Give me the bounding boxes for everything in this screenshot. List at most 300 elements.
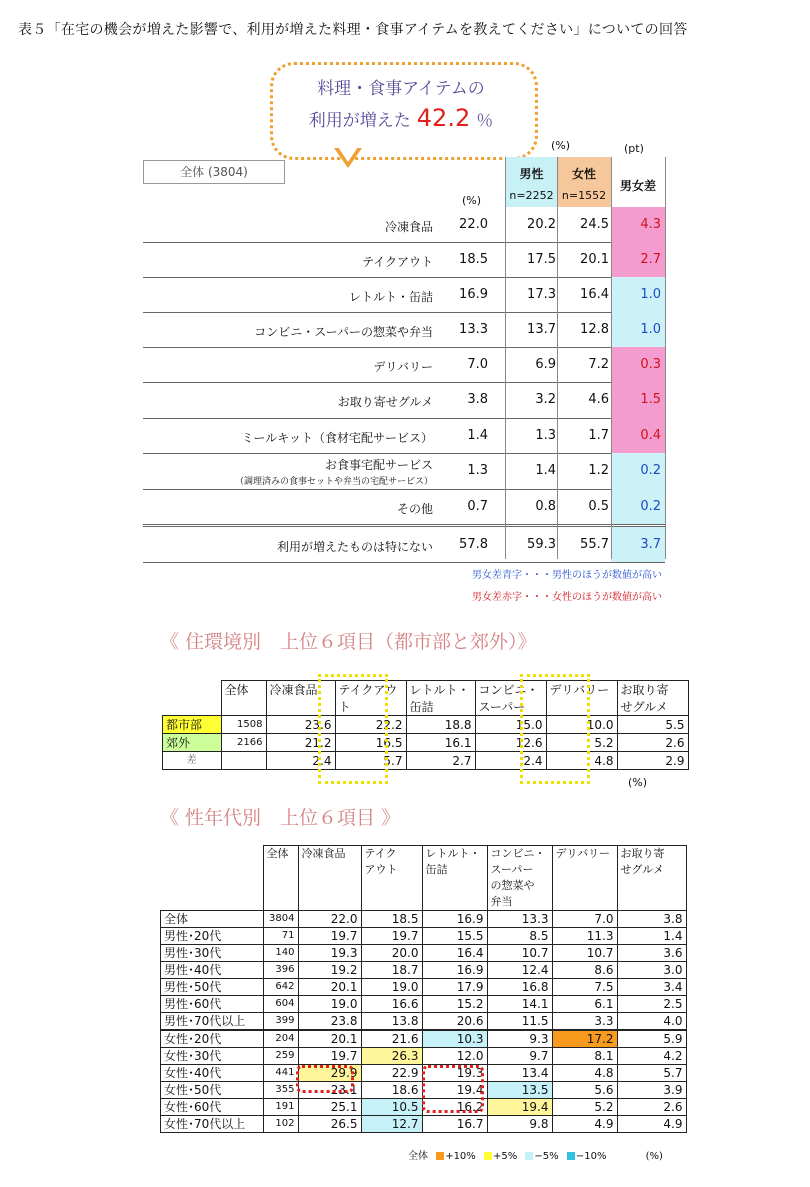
unit-percent: (%)	[551, 139, 571, 152]
value-cell: 17.9	[422, 979, 487, 996]
value-cell: 17.2	[552, 1030, 617, 1048]
value-cell: 3.6	[617, 945, 686, 962]
table1-row	[143, 242, 665, 278]
value-cell: 18.5	[361, 911, 422, 928]
value-cell: 19.4	[487, 1099, 552, 1116]
value-cell: 18.6	[361, 1082, 422, 1099]
value-cell: 19.7	[298, 928, 361, 945]
cell-diff	[611, 382, 665, 418]
value-cell: 9.8	[487, 1116, 552, 1133]
value-cell: 12.7	[361, 1116, 422, 1133]
diff-value: 0.4	[640, 427, 661, 443]
column-header: デリバリー	[546, 681, 617, 699]
value-cell: 6.1	[552, 996, 617, 1013]
value-cell: 19.4	[422, 1082, 487, 1099]
cell-all: 0.7	[467, 498, 488, 514]
highlight-takeout	[318, 674, 388, 784]
column-header-line2: ト	[335, 698, 406, 716]
diff-label: 男女差	[619, 179, 656, 193]
value-cell: 18.7	[361, 962, 422, 979]
value-cell: 10.7	[552, 945, 617, 962]
male-n: n=2252	[509, 189, 554, 202]
value-cell: 19.0	[298, 996, 361, 1013]
value-cell: 14.1	[487, 996, 552, 1013]
legend-lightblue-swatch	[525, 1152, 533, 1160]
sample-size: 355	[263, 1082, 298, 1099]
cell-diff	[611, 489, 665, 524]
sample-size: 441	[263, 1065, 298, 1082]
value-cell: 22.9	[361, 1065, 422, 1082]
column-header: テイク	[361, 846, 422, 863]
value-cell: 2.4	[266, 752, 335, 770]
sample-size: 140	[263, 945, 298, 962]
callout-text: 利用が増えた	[308, 111, 411, 131]
cell-male: 3.2	[535, 392, 556, 407]
column-header	[552, 894, 617, 911]
value-cell: 10.7	[487, 945, 552, 962]
row-label: レトルト・缶詰	[348, 289, 433, 304]
cell-all: 16.9	[459, 286, 488, 302]
value-cell: 5.2	[552, 1099, 617, 1116]
table-row	[161, 962, 687, 979]
value-cell: 5.6	[552, 1082, 617, 1099]
row-label: 郊外	[163, 734, 222, 752]
column-header	[298, 862, 361, 878]
column-header: の惣菜や	[487, 878, 552, 894]
table1-divider	[557, 157, 558, 559]
cell-female: 0.5	[588, 498, 609, 514]
row-label: デリバリー	[373, 359, 433, 374]
cell-all: 3.8	[467, 392, 488, 407]
value-cell: 11.3	[552, 928, 617, 945]
value-cell: 15.2	[422, 996, 487, 1013]
table2-header2	[163, 698, 689, 716]
table1-row	[143, 347, 665, 383]
cell-female: 1.2	[588, 463, 609, 478]
value-cell: 1.4	[617, 928, 686, 945]
row-label: 女性･50代	[161, 1082, 264, 1099]
male-label: 男性	[519, 167, 544, 181]
sample-size: 102	[263, 1116, 298, 1133]
row-label: 男性･30代	[161, 945, 264, 962]
column-header: テイクアウ	[335, 681, 406, 699]
value-cell: 12.6	[475, 734, 546, 752]
value-cell: 16.4	[422, 945, 487, 962]
value-cell: 13.3	[487, 911, 552, 928]
value-cell: 10.0	[546, 716, 617, 734]
table1-row	[143, 453, 665, 490]
sample-size: 604	[263, 996, 298, 1013]
table1-row	[143, 418, 665, 454]
value-cell: 13.8	[361, 1013, 422, 1031]
table1-row	[143, 524, 665, 563]
value-cell: 8.5	[487, 928, 552, 945]
value-cell: 12.4	[487, 962, 552, 979]
table3-header	[161, 846, 687, 863]
cell-all: 22.0	[459, 216, 488, 232]
table1-row	[143, 277, 665, 313]
table2-unit: (%)	[628, 776, 648, 789]
table-row	[161, 1013, 687, 1031]
column-header: せグルメ	[617, 862, 686, 878]
cell-male: 17.3	[527, 286, 556, 302]
sample-size	[221, 752, 266, 770]
table1-row	[143, 312, 665, 348]
callout-tail-inner	[338, 147, 358, 162]
column-header	[263, 878, 298, 894]
callout-line1: 料理・食事アイテムの	[317, 79, 485, 99]
value-cell: 15.5	[422, 928, 487, 945]
sample-size: 2166	[221, 734, 266, 752]
cell-female: 55.7	[580, 536, 609, 552]
value-cell: 22.2	[335, 716, 406, 734]
value-cell: 4.8	[546, 752, 617, 770]
value-cell: 9.3	[487, 1030, 552, 1048]
cell-female: 16.4	[580, 286, 609, 302]
cell-male: 20.2	[527, 216, 556, 232]
value-cell: 20.6	[422, 1013, 487, 1031]
value-cell: 16.5	[335, 734, 406, 752]
diff-value: 1.0	[640, 321, 661, 337]
column-header	[263, 862, 298, 878]
cell-male: 59.3	[527, 536, 556, 552]
cell-diff	[611, 453, 665, 489]
cell-all: 18.5	[459, 251, 488, 267]
note-red: 男女差赤字・・・女性のほうが数値が高い	[472, 592, 662, 603]
cell-male: 6.9	[535, 356, 556, 372]
column-header	[552, 862, 617, 878]
value-cell: 26.5	[298, 1116, 361, 1133]
legend-blue-swatch	[567, 1152, 575, 1160]
value-cell: 10.5	[361, 1099, 422, 1116]
sample-size: 259	[263, 1048, 298, 1065]
cell-female: 12.8	[580, 321, 609, 337]
corner-cell	[163, 681, 222, 716]
row-label: 差	[163, 752, 222, 770]
value-cell: 19.0	[361, 979, 422, 996]
table-row	[161, 945, 687, 962]
value-cell: 16.7	[422, 1116, 487, 1133]
row-label: コンビニ・スーパーの惣菜や弁当	[254, 324, 433, 339]
legend-b: +5%	[492, 1151, 518, 1162]
value-cell: 23.1	[298, 1082, 361, 1099]
diff-value: 1.5	[640, 392, 661, 407]
callout-unit: ％	[476, 111, 494, 131]
table-row	[163, 734, 689, 752]
legend-prefix: 全体	[408, 1151, 428, 1162]
cell-diff	[611, 207, 665, 242]
value-cell: 13.4	[487, 1065, 552, 1082]
value-cell: 20.1	[298, 979, 361, 996]
value-cell: 8.6	[552, 962, 617, 979]
value-cell: 19.7	[298, 1048, 361, 1065]
value-cell: 12.0	[422, 1048, 487, 1065]
column-header: アウト	[361, 862, 422, 878]
row-label: 女性･60代	[161, 1099, 264, 1116]
value-cell: 7.5	[552, 979, 617, 996]
value-cell: 18.8	[406, 716, 475, 734]
column-header	[552, 878, 617, 894]
column-header: 冷凍食品	[298, 846, 361, 863]
value-cell: 16.6	[361, 996, 422, 1013]
value-cell: 21.6	[361, 1030, 422, 1048]
row-label: テイクアウト	[362, 254, 433, 269]
cell-diff	[611, 242, 665, 277]
table1-divider	[665, 157, 666, 559]
diff-value: 0.2	[640, 498, 661, 514]
column-header: 缶詰	[422, 862, 487, 878]
sample-size: 642	[263, 979, 298, 996]
column-header-line2: 缶詰	[406, 698, 475, 716]
callout-line2	[270, 104, 532, 132]
section-title-gender-age: 《 性年代別 上位６項目 》	[160, 807, 401, 829]
value-cell: 16.2	[422, 1099, 487, 1116]
value-cell: 21.2	[266, 734, 335, 752]
value-cell: 19.3	[422, 1065, 487, 1082]
cell-all: 1.4	[467, 427, 488, 443]
column-header	[361, 878, 422, 894]
legend-unit: (%)	[645, 1151, 663, 1162]
column-header: レトルト・	[406, 681, 475, 699]
table2-header	[163, 681, 689, 699]
sample-size: 204	[263, 1030, 298, 1048]
value-cell: 15.0	[475, 716, 546, 734]
row-label: 男性･40代	[161, 962, 264, 979]
page-title: 表５「在宅の機会が増えた影響で、利用が増えた料理・食事アイテムを教えてください」についての回答	[18, 22, 688, 38]
value-cell: 29.9	[298, 1065, 361, 1082]
column-header-line2	[221, 698, 266, 716]
value-cell: 26.3	[361, 1048, 422, 1065]
value-cell: 5.7	[335, 752, 406, 770]
highlight-delivery	[520, 674, 590, 784]
row-label: 都市部	[163, 716, 222, 734]
value-cell: 16.1	[406, 734, 475, 752]
value-cell: 2.4	[475, 752, 546, 770]
value-cell: 3.0	[617, 962, 686, 979]
column-header	[422, 894, 487, 911]
table1-row	[143, 382, 665, 419]
value-cell: 19.2	[298, 962, 361, 979]
value-cell: 10.3	[422, 1030, 487, 1048]
value-cell: 5.2	[546, 734, 617, 752]
legend-a: +10%	[445, 1151, 476, 1162]
row-sublabel: （調理済みの食事セットや弁当の宅配サービス）	[234, 477, 433, 487]
diff-value: 1.0	[640, 286, 661, 302]
row-label: 男性･20代	[161, 928, 264, 945]
callout-value: 42.2	[416, 104, 471, 132]
value-cell: 3.9	[617, 1082, 686, 1099]
column-header	[617, 894, 686, 911]
value-cell: 4.0	[617, 1013, 686, 1031]
table-row	[161, 911, 687, 928]
male-header	[506, 157, 557, 207]
value-cell: 3.3	[552, 1013, 617, 1031]
column-header: お取り寄	[617, 846, 686, 863]
highlight-frozen-40	[296, 1065, 354, 1093]
column-header	[298, 894, 361, 911]
value-cell: 22.0	[298, 911, 361, 928]
table-row	[161, 1116, 687, 1133]
cell-male: 1.3	[535, 427, 556, 443]
column-header	[361, 894, 422, 911]
unit-pt: (pt)	[624, 142, 644, 155]
table-row	[161, 928, 687, 945]
diff-value: 2.7	[640, 251, 661, 267]
note-blue: 男女差青字・・・男性のほうが数値が高い	[472, 570, 662, 581]
row-label: 女性･30代	[161, 1048, 264, 1065]
diff-value: 0.2	[640, 463, 661, 478]
diff-header	[611, 157, 665, 207]
female-n: n=1552	[561, 189, 607, 202]
cell-all: 1.3	[467, 463, 488, 478]
value-cell: 20.0	[361, 945, 422, 962]
column-header: コンビニ・	[475, 681, 546, 699]
cell-diff	[611, 347, 665, 382]
value-cell: 3.8	[617, 911, 686, 928]
table1-divider	[611, 157, 612, 559]
table-row	[161, 996, 687, 1013]
cell-female: 7.2	[588, 356, 609, 372]
highlight-retort	[422, 1065, 484, 1113]
value-cell: 16.9	[422, 962, 487, 979]
column-header: 冷凍食品	[266, 681, 335, 699]
table-row	[163, 716, 689, 734]
corner-cell	[161, 846, 264, 911]
value-cell: 20.1	[298, 1030, 361, 1048]
cell-female: 20.1	[580, 251, 609, 267]
total-box: 全体 (3804)	[143, 160, 285, 184]
column-header-line2: せグルメ	[617, 698, 688, 716]
cell-all: 7.0	[467, 356, 488, 372]
column-header	[617, 878, 686, 894]
value-cell: 13.5	[487, 1082, 552, 1099]
column-header: 全体	[263, 846, 298, 863]
value-cell: 11.5	[487, 1013, 552, 1031]
cell-diff	[611, 312, 665, 347]
table-residence	[162, 680, 689, 770]
sample-size: 1508	[221, 716, 266, 734]
diff-value: 3.7	[640, 536, 661, 552]
column-header: レトルト・	[422, 846, 487, 863]
cell-male: 1.4	[535, 463, 556, 478]
sample-size: 3804	[263, 911, 298, 928]
cell-diff	[611, 527, 665, 562]
row-label: 全体	[161, 911, 264, 928]
cell-all: 57.8	[459, 536, 488, 552]
value-cell: 2.6	[617, 734, 688, 752]
value-cell: 16.8	[487, 979, 552, 996]
legend-d: −10%	[575, 1151, 607, 1162]
diff-value: 0.3	[640, 356, 661, 372]
value-cell: 4.9	[617, 1116, 686, 1133]
section-title-residence: 《 住環境別 上位６項目（都市部と郊外）》	[160, 631, 537, 653]
column-header: スーパー	[487, 862, 552, 878]
table-row	[161, 1048, 687, 1065]
row-label: 男性･50代	[161, 979, 264, 996]
cell-male: 17.5	[527, 251, 556, 267]
row-label: 男性･60代	[161, 996, 264, 1013]
value-cell: 5.5	[617, 716, 688, 734]
value-cell: 2.6	[617, 1099, 686, 1116]
row-label: その他	[396, 501, 433, 516]
female-header	[557, 157, 611, 207]
cell-female: 1.7	[588, 427, 609, 443]
column-header: 弁当	[487, 894, 552, 911]
column-header: 全体	[221, 681, 266, 699]
value-cell: 8.1	[552, 1048, 617, 1065]
value-cell: 7.0	[552, 911, 617, 928]
sample-size: 191	[263, 1099, 298, 1116]
table-row	[163, 752, 689, 770]
cell-male: 13.7	[527, 321, 556, 337]
row-label: 冷凍食品	[384, 219, 433, 234]
legend-yellow-swatch	[484, 1152, 492, 1160]
value-cell: 4.2	[617, 1048, 686, 1065]
value-cell: 19.7	[361, 928, 422, 945]
cell-male: 0.8	[535, 498, 556, 514]
value-cell: 4.9	[552, 1116, 617, 1133]
value-cell: 19.3	[298, 945, 361, 962]
legend-c: −5%	[534, 1151, 559, 1162]
sample-size: 71	[263, 928, 298, 945]
column-header: お取り寄	[617, 681, 688, 699]
legend	[408, 1147, 663, 1162]
column-header	[422, 878, 487, 894]
row-label: お取り寄せグルメ	[337, 395, 433, 409]
table-row	[161, 979, 687, 996]
unit-percent-left: (%)	[462, 194, 482, 207]
column-header	[298, 878, 361, 894]
row-label: お食事宅配サービス	[324, 458, 433, 472]
value-cell: 16.9	[422, 911, 487, 928]
cell-female: 4.6	[588, 392, 609, 407]
value-cell: 4.8	[552, 1065, 617, 1082]
value-cell: 2.9	[617, 752, 688, 770]
column-header: コンビニ・	[487, 846, 552, 863]
value-cell: 2.7	[406, 752, 475, 770]
value-cell: 2.5	[617, 996, 686, 1013]
row-label: 女性･40代	[161, 1065, 264, 1082]
cell-diff	[611, 277, 665, 312]
table1-row	[143, 489, 665, 525]
table1-divider	[505, 157, 506, 559]
row-label: 女性･20代	[161, 1030, 264, 1048]
value-cell: 5.9	[617, 1030, 686, 1048]
value-cell: 9.7	[487, 1048, 552, 1065]
row-label: 利用が増えたものは特にない	[276, 539, 433, 554]
table-row	[161, 1030, 687, 1048]
table1-row	[143, 207, 665, 243]
value-cell: 23.8	[298, 1013, 361, 1031]
value-cell: 25.1	[298, 1099, 361, 1116]
cell-female: 24.5	[580, 216, 609, 232]
diff-value: 4.3	[640, 216, 661, 232]
cell-all: 13.3	[459, 321, 488, 337]
sample-size: 399	[263, 1013, 298, 1031]
female-label: 女性	[571, 167, 596, 181]
cell-diff	[611, 418, 665, 453]
value-cell: 5.7	[617, 1065, 686, 1082]
row-label: ミールキット（食材宅配サービス）	[241, 430, 433, 445]
legend-orange-swatch	[436, 1152, 444, 1160]
sample-size: 396	[263, 962, 298, 979]
column-header: デリバリー	[552, 846, 617, 863]
row-label: 男性･70代以上	[161, 1013, 264, 1031]
row-label: 女性･70代以上	[161, 1116, 264, 1133]
value-cell: 23.6	[266, 716, 335, 734]
column-header-line2: スーパー	[475, 698, 546, 716]
value-cell: 3.4	[617, 979, 686, 996]
